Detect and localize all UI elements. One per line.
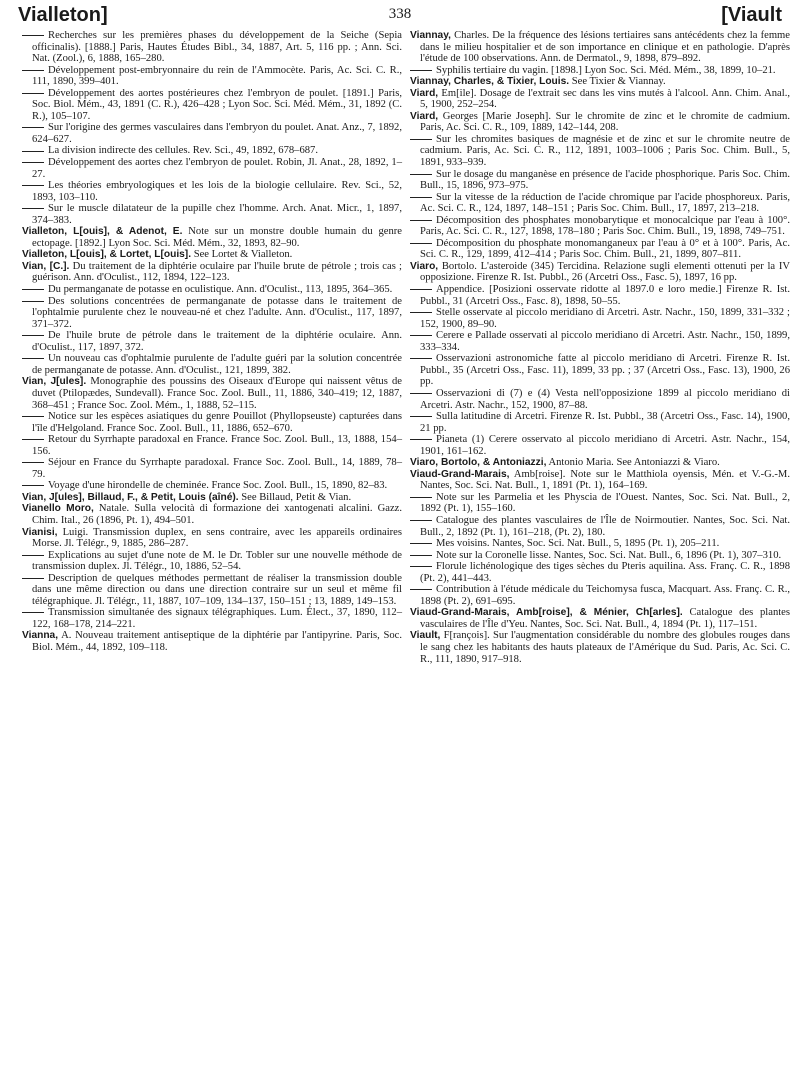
entry-text: Appendice. [Posizioni osservate ridotte al 1897.0 e loro medie.] Firenze R. Ist. Pubbl., 31 (Arcetri Oss., Fasc. 8), 1898, 50–55. xyxy=(420,284,790,307)
entry-author: Vianisi, xyxy=(22,526,58,538)
ditto-dash xyxy=(22,612,44,613)
entry-author: Vian, J[ules]. xyxy=(22,376,87,388)
bibliography-entry xyxy=(410,65,790,77)
ditto-dash xyxy=(410,139,432,140)
page-number: 338 xyxy=(388,6,412,22)
bibliography-entry xyxy=(22,330,402,353)
entry-text: Sur le dosage du manganèse en présence de l'acide phosphorique. Paris Soc. Chim. Bull., 15, 1896, 973–975. xyxy=(420,168,790,192)
bibliography-entry xyxy=(22,284,402,296)
entry-text: Contribution à l'étude médicale du Teichomysa fusca, Macquart. Ass. Franç. C. R., 1898 (Pt. 2), 691–695. xyxy=(420,584,790,607)
ditto-dash xyxy=(410,416,432,417)
bibliography-entry xyxy=(22,226,402,249)
entry-text: Amb[roise]. Note sur le Matthiola oyensis, Mén. et V.-G.-M. Nantes, Soc. Sci. Nat. Bull., 1, 1891 (Pt. 1), 164–169. xyxy=(420,468,790,492)
ditto-dash xyxy=(22,578,44,579)
bibliography-entry xyxy=(22,457,402,480)
bibliography-entry xyxy=(22,353,402,376)
ditto-dash xyxy=(410,312,432,313)
ditto-dash xyxy=(22,162,44,163)
ditto-dash xyxy=(22,462,44,463)
entry-author: Vian, J[ules], Billaud, F., & Petit, Louis (aîné). xyxy=(22,491,239,503)
entry-text: Sur la vitesse de la réduction de l'acide chromique par l'acide phosphoreux. Paris, Ac. Sci. C. R., 124, 1897, 148–151 ; Paris Soc. Chim. Bull., 17, 1897, 213–218. xyxy=(420,191,790,215)
ditto-dash xyxy=(410,335,432,336)
ditto-dash xyxy=(22,185,44,186)
ditto-dash xyxy=(410,70,432,71)
ditto-dash xyxy=(22,555,44,556)
entry-text: Un nouveau cas d'ophtalmie purulente de l'adulte guéri par la solution concentrée de permanganate de potasse. Ann. d'Oculist., 121, 1899, 382. xyxy=(32,353,402,376)
bibliography-entry xyxy=(410,561,790,584)
bibliography-entry xyxy=(22,550,402,573)
bibliography-entry xyxy=(22,88,402,123)
entry-text: Georges [Marie Joseph]. Sur le chromite de zinc et le chromite de cadmium. Paris, Ac. Sci. C. R., 109, 1889, 142–144, 208. xyxy=(420,110,790,134)
entry-text: La division indirecte des cellules. Rev. Sci., 49, 1892, 678–687. xyxy=(48,145,318,157)
entry-text: See Lortet & Vialleton. xyxy=(193,249,293,261)
entry-text: Antonio Maria. See Antoniazzi & Viaro. xyxy=(548,457,720,469)
entry-author: Vianna, xyxy=(22,630,59,642)
entry-author: Vialleton, L[ouis], & Adenot, E. xyxy=(22,226,183,238)
bibliography-entry xyxy=(22,30,402,65)
bibliography-entry xyxy=(22,480,402,492)
entry-author: Viaud-Grand-Marais, Amb[roise], & Ménier, Ch[arles]. xyxy=(410,607,683,619)
bibliography-entry xyxy=(410,192,790,215)
ditto-dash xyxy=(410,289,432,290)
ditto-dash xyxy=(410,358,432,359)
ditto-dash xyxy=(22,151,44,152)
entry-text: Stelle osservate al piccolo meridiano di Arcetri. Astr. Nachr., 150, 1899, 331–332 ; 152, 1900, 89–90. xyxy=(420,307,790,330)
ditto-dash xyxy=(410,243,432,244)
entry-author: Viault, xyxy=(410,630,441,642)
entry-text: Note sur les Parmelia et les Physcia de l'Ouest. Nantes, Soc. Sci. Nat. Bull., 2, 1892 (Pt. 1), 155–160. xyxy=(420,491,790,515)
entry-text: Voyage d'une hirondelle de cheminée. France Soc. Zool. Bull., 15, 1890, 82–83. xyxy=(48,480,388,492)
entry-text: Les théories embryologiques et les lois de la biologie cellulaire. Rev. Sci., 52, 1893, 103–110. xyxy=(32,180,402,203)
bibliography-entry xyxy=(410,215,790,238)
entry-text: Décomposition des phosphates monobarytique et monocalcique par l'eau à 100°. Paris, Ac. Sci. C. R., 127, 1898, 178–180 ; Paris Soc. Chim. Bull., 19, 1898, 749–751. xyxy=(420,214,790,238)
bibliography-entry xyxy=(410,630,790,665)
entry-text: Séjour en France du Syrrhapte paradoxal. France Soc. Zool. Bull., 14, 1889, 78–79. xyxy=(32,457,402,480)
ditto-dash xyxy=(410,555,432,556)
ditto-dash xyxy=(410,589,432,590)
entry-text: Du traitement de la diphtérie oculaire par l'huile brute de pétrole ; trois cas ; guérison. Ann. d'Oculist., 112, 1894, 122–123. xyxy=(32,260,403,284)
bibliography-entry xyxy=(22,249,402,261)
entry-author: Vialleton, L[ouis], & Lortet, L[ouis]. xyxy=(22,249,192,261)
ditto-dash xyxy=(410,197,432,198)
entry-author: Viaro, xyxy=(410,260,439,272)
page-header xyxy=(18,4,782,30)
bibliography-entry xyxy=(410,457,790,469)
entry-text: Notice sur les espèces asiatiques du genre Pouillot (Phyllopseuste) capturées dans l'île d'Helgoland. France Soc. Zool. Bull., 11, 1886, 652–670. xyxy=(32,411,402,434)
entry-text: Charles. De la fréquence des lésions tertiaires sans antécédents chez la femme dans le milieu hospitalier et de son importance en clinique et en pathologie. D'après l'étude de 100 observations. Ann. de Dermatol., 9, 1898, 879–892. xyxy=(420,30,790,65)
bibliography-entry xyxy=(22,434,402,457)
bibliography-entry xyxy=(410,88,790,111)
header-left-name: Vialleton] xyxy=(18,4,108,26)
ditto-dash xyxy=(410,520,432,521)
entry-author: Viaud-Grand-Marais, xyxy=(410,468,510,480)
bibliography-entry xyxy=(410,388,790,411)
ditto-dash xyxy=(22,35,44,36)
entry-text: A. Nouveau traitement antiseptique de la diphtérie par l'antipyrine. Paris, Soc. Biol. Mém., 44, 1892, 109–118. xyxy=(32,630,402,653)
bibliography-entry xyxy=(410,492,790,515)
ditto-dash xyxy=(410,220,432,221)
entry-text: Mes voisins. Nantes, Soc. Sci. Nat. Bull., 5, 1895 (Pt. 1), 205–211. xyxy=(436,538,720,550)
entry-text: Cerere e Pallade osservati al piccolo meridiano di Arcetri. Astr. Nachr., 150, 1899, 333–334. xyxy=(420,330,790,353)
bibliography-entry xyxy=(410,307,790,330)
entry-author: Viannay, xyxy=(410,30,451,41)
entry-text: Luigi. Transmission duplex, en sens contraire, avec les appareils ordinaires Morse. Jl. Télégr., 9, 1885, 286–287. xyxy=(32,526,402,550)
bibliography-entry xyxy=(410,538,790,550)
bibliography-entry xyxy=(410,30,790,65)
entry-text: Natale. Sulla velocità di formazione dei xantogenati alcalini. Gazz. Chim. Ital., 26 (1896, Pt. 1), 494–501. xyxy=(32,503,402,526)
ditto-dash xyxy=(410,566,432,567)
bibliography-entry xyxy=(410,584,790,607)
entry-text: Note sur un monstre double humain du genre ectopage. [1892.] Lyon Soc. Sci. Méd. Mém., 32, 1893, 82–90. xyxy=(32,226,402,249)
entry-text: Retour du Syrrhapte paradoxal en France. France Soc. Zool. Bull., 13, 1888, 154–156. xyxy=(32,434,402,457)
bibliography-entry xyxy=(410,434,790,457)
entry-text: Du permanganate de potasse en oculistique. Ann. d'Oculist., 113, 1895, 364–365. xyxy=(48,284,393,296)
bibliography-entry xyxy=(22,503,402,526)
bibliography-entry xyxy=(22,296,402,331)
entry-text: De l'huile brute de pétrole dans le traitement de la diphtérie oculaire. Ann. d'Oculist., 117, 1897, 372. xyxy=(32,330,402,353)
bibliography-entry xyxy=(22,145,402,157)
bibliography-entry xyxy=(22,376,402,411)
entry-text: Décomposition du phosphate monomanganeux par l'eau à 0° et à 100°. Paris, Ac. Sci. C. R., 129, 1899, 412–414 ; Paris Soc. Chim. Bull., 21, 1899, 807–811. xyxy=(420,237,790,261)
ditto-dash xyxy=(22,208,44,209)
ditto-dash xyxy=(410,543,432,544)
bibliography-entry xyxy=(22,492,402,504)
entry-text: Sulla latitudine di Arcetri. Firenze R. Ist. Pubbl., 38 (Arcetri Oss., Fasc. 14), 1900, 21 pp. xyxy=(420,411,790,434)
entry-text: Florule lichénologique des tiges sèches du Pteris aquilina. Ass. Franç. C. R., 1898 (Pt. 2), 441–443. xyxy=(420,561,790,584)
entry-text: Syphilis tertiaire du vagin. [1898.] Lyon Soc. Sci. Méd. Mém., 38, 1899, 10–21. xyxy=(436,64,776,76)
entry-text: Bortolo. L'asteroide (345) Tercidina. Relazione sugli elementi ottenuti per la IV opposizione. Firenze R. Ist. Pubbl., 26 (Arcetri Oss., Fasc. 5), 1897, 16 pp. xyxy=(420,260,790,284)
ditto-dash xyxy=(22,335,44,336)
entry-text: Explications au sujet d'une note de M. le Dr. Tobler sur une nouvelle méthode de transmission duplex. Jl. Télégr., 10, 1886, 52–54. xyxy=(32,549,402,573)
bibliography-entry xyxy=(22,122,402,145)
bibliography-entry xyxy=(410,284,790,307)
bibliography-entry xyxy=(410,550,790,562)
entry-text: Développement des aortes chez l'embryon de poulet. Robin, Jl. Anat., 28, 1892, 1–27. xyxy=(32,157,402,180)
bibliography-entry xyxy=(410,330,790,353)
ditto-dash xyxy=(410,393,432,394)
left-column xyxy=(22,30,402,654)
bibliography-entry xyxy=(22,573,402,608)
entry-author: Viard, xyxy=(410,110,439,122)
entry-text: Em[ile]. Dosage de l'extrait sec dans les vins mutés à l'alcool. Ann. Chim. Anal., 5, 1900, 252–254. xyxy=(420,87,790,111)
header-right-name: [Viault xyxy=(721,4,782,26)
bibliography-entry xyxy=(22,157,402,180)
entry-text: Note sur la Coronelle lisse. Nantes, Soc. Sci. Nat. Bull., 6, 1896 (Pt. 1), 307–310. xyxy=(436,549,782,561)
ditto-dash xyxy=(22,485,44,486)
entry-text: F[rançois]. Sur l'augmentation considérable du nombre des globules rouges dans le sang chez les habitants des hauts plateaux de l'Amérique du Sud. Paris, Ac. Sci. C. R., 111, 1890, 917–918. xyxy=(420,630,790,665)
entry-text: Des solutions concentrées de permanganate de potasse dans le traitement de l'ophtalmie purulente chez le nouveau-né et chez l'adulte. Ann. d'Oculist., 117, 1897, 371–372. xyxy=(32,295,402,330)
bibliography-entry xyxy=(22,65,402,88)
entry-text: Développement post-embryonnaire du rein de l'Ammocète. Paris, Ac. Sci. C. R., 111, 1890, 399–401. xyxy=(32,64,402,88)
entry-author: Viard, xyxy=(410,87,439,99)
bibliography-entry xyxy=(410,111,790,134)
right-column xyxy=(410,30,790,665)
ditto-dash xyxy=(410,174,432,175)
entry-text: Développement des aortes postérieures chez l'embryon de poulet. [1891.] Paris, Soc. Biol. Mém., 43, 1891 (C. R.), 426–428 ; Lyon Soc. Sci. Méd. Mém., 31, 1892 (C. R.), 105–107. xyxy=(32,87,402,122)
ditto-dash xyxy=(22,358,44,359)
entry-text: Sur les chromites basiques de magnésie et de zinc et sur le chromite neutre de cadmium. Paris, Ac. Sci. C. R., 112, 1891, 1003–1006 ; Paris Soc. Chim. Bull., 5, 1891, 933–939. xyxy=(420,133,790,169)
entry-author: Viannay, Charles, & Tixier, Louis. xyxy=(410,76,570,88)
bibliography-entry xyxy=(410,515,790,538)
ditto-dash xyxy=(22,70,44,71)
bibliography-entry xyxy=(410,353,790,388)
bibliography-entry xyxy=(410,607,790,630)
bibliography-entry xyxy=(22,203,402,226)
ditto-dash xyxy=(22,127,44,128)
entry-text: See Billaud, Petit & Vian. xyxy=(241,491,352,503)
entry-text: Description de quelques méthodes permettant de réaliser la transmission double dans une même direction ou dans une direction contraire sur un seul et même fil télégraphique. Jl. Télégr., 11, 1887, 107–109, 134–137, 150–151 ; 13, 1889, 149–153. xyxy=(32,572,402,607)
entry-text: Pianeta (1) Cerere osservato al piccolo meridiano di Arcetri. Astr. Nachr., 154, 1901, 161–162. xyxy=(420,434,790,457)
entry-text: Catalogue des plantes vasculaires de l'Île d'Yeu. Nantes, Soc. Sci. Nat. Bull., 4, 1894 (Pt. 1), 117–151. xyxy=(420,607,791,630)
ditto-dash xyxy=(22,416,44,417)
bibliography-entry xyxy=(22,607,402,630)
entry-author: Vianello Moro, xyxy=(22,503,94,515)
bibliography-entry xyxy=(410,134,790,169)
bibliography-entry xyxy=(410,169,790,192)
bibliography-entry xyxy=(410,76,790,88)
ditto-dash xyxy=(22,439,44,440)
bibliography-entry xyxy=(410,238,790,261)
entry-text: Osservazioni astronomiche fatte al piccolo meridiano di Arcetri. Firenze R. Ist. Pubbl., 35 (Arcetri Oss., Fasc. 11), 1899, 33 pp. ; 37 (Arcetri Oss., Fasc. 13), 1900, 26 pp. xyxy=(420,353,790,388)
ditto-dash xyxy=(410,497,432,498)
entry-author: Vian, [C.]. xyxy=(22,260,70,272)
bibliography-entry xyxy=(410,469,790,492)
entry-text: Sur l'origine des germes vasculaires dans l'embryon du poulet. Anat. Anz., 7, 1892, 624–627. xyxy=(32,122,402,145)
entry-text: Catalogue des plantes vasculaires de l'Île de Noirmoutier. Nantes, Soc. Sci. Nat. Bull., 2, 1892 (Pt. 1), 161–218, (Pt. 2), 180. xyxy=(420,514,790,538)
entry-text: Sur le muscle dilatateur de la pupille chez l'homme. Arch. Anat. Micr., 1, 1897, 374–383. xyxy=(32,203,402,226)
ditto-dash xyxy=(22,301,44,302)
bibliography-entry xyxy=(22,180,402,203)
entry-text: Recherches sur les premières phases du développement de la Seiche (Sepia officinalis). [1888.] Paris, Hautes Études Bibl., 34, 1887, Art. 5, 116 pp. ; Ann. Sci. Nat. (Zool.), 6, 1888, 165–280. xyxy=(32,30,402,65)
entry-text: See Tixier & Viannay. xyxy=(571,76,666,88)
ditto-dash xyxy=(22,93,44,94)
bibliography-entry xyxy=(410,261,790,284)
ditto-dash xyxy=(22,289,44,290)
entry-author: Viaro, Bortolo, & Antoniazzi, xyxy=(410,457,547,469)
bibliography-entry xyxy=(22,527,402,550)
bibliography-entry xyxy=(410,411,790,434)
entry-text: Monographie des poussins des Oiseaux d'Europe qui naissent vêtus de duvet (Ptilopædes, Sundevall). France Soc. Zool. Bull., 11, 1886, 340–419; 12, 1887, 368–451 ; France Soc. Zool. Mém., 1, 1888, 52–115. xyxy=(32,376,402,411)
bibliography-entry xyxy=(22,261,402,284)
entry-text: Transmission simultanée des signaux télégraphiques. Lum. Élect., 37, 1890, 112–122, 168–178, 214–221. xyxy=(32,607,402,630)
bibliography-entry xyxy=(22,411,402,434)
entry-text: Osservazioni di (7) e (4) Vesta nell'opposizione 1899 al piccolo meridiano di Arcetri. Astr. Nachr., 152, 1900, 87–88. xyxy=(420,387,790,411)
bibliography-entry xyxy=(22,630,402,653)
ditto-dash xyxy=(410,439,432,440)
